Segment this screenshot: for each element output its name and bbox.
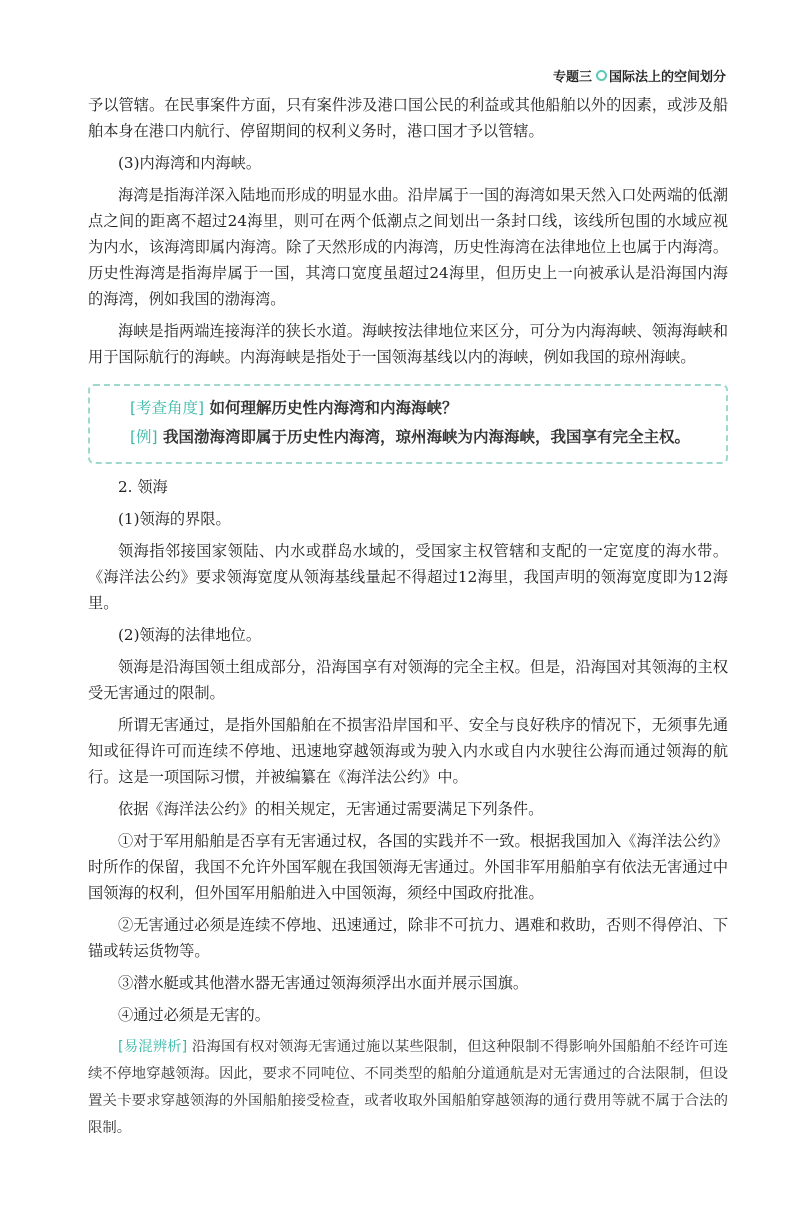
list-item: ④通过必须是无害的。 [118, 1006, 270, 1024]
subheading: (1)领海的界限。 [118, 510, 231, 528]
confusion-note [88, 1034, 728, 1142]
example-tag: [例] [130, 428, 158, 446]
paragraph: 所谓无害通过，是指外国船舶在不损害沿岸国和平、安全与良好秩序的情况下，无须事先通知或征得许可而连续不停地、迅速地穿越领海或为驶入内水或自内水驶往公海而通过领海的航行。这是一项国际习惯，并被编纂在《海洋法公约》中。 [88, 716, 728, 786]
header-topic: 专题三 [552, 70, 592, 85]
confusion-text: 沿海国有权对领海无害通过施以某些限制，但这种限制不得影响外国船舶不经许可连续不停地穿越领海。因此，要求不同吨位、不同类型的船舶分道通航是对无害通过的合法限制，但设置关卡要求穿越领海的外国船舶接受检查，或者收取外国船舶穿越领海的通行费用等就不属于合法的限制。 [88, 1039, 729, 1136]
paragraph: 海湾是指海洋深入陆地而形成的明显水曲。沿岸属于一国的海湾如果天然入口处两端的低潮点之间的距离不超过24海里，则可在两个低潮点之间划出一条封口线，该线所包围的水域应视为内水，该海湾即属内海湾。除了天然形成的内海湾，历史性海湾在法律地位上也属于内海湾。历史性海湾是指海岸属于一国，其湾口宽度虽超过24海里，但历史上一向被承认是沿海国内海的海湾，例如我国的渤海湾。 [88, 186, 728, 308]
section-heading: 2. 领海 [118, 478, 168, 496]
paragraph: 海峡是指两端连接海洋的狭长水道。海峡按法律地位来区分，可分为内海海峡、领海海峡和用于国际航行的海峡。内海海峡是指处于一国领海基线以内的海峡，例如我国的琼州海峡。 [88, 322, 728, 366]
exam-point-box [88, 384, 728, 464]
list-item: ①对于军用船舶是否享有无害通过权，各国的实践并不一致。根据我国加入《海洋法公约》时所作的保留，我国不允许外国军舰在我国领海无害通过。外国非军用船舶享有依法无害通过中国领海的权利，但外国军用船舶进入中国领海，须经中国政府批准。 [88, 832, 728, 902]
list-item: ②无害通过必须是连续不停地、迅速通过，除非不可抗力、遇难和救助，否则不得停泊、下锚或转运货物等。 [88, 916, 728, 960]
circle-icon [596, 70, 607, 81]
exam-angle-tag: [考查角度] [130, 399, 205, 417]
paragraph: 予以管辖。在民事案件方面，只有案件涉及港口国公民的利益或其他船舶以外的因素，或涉及船舶本身在港口内航行、停留期间的权利义务时，港口国才予以管辖。 [88, 96, 728, 140]
page-body [88, 92, 728, 1142]
confusion-tag: [易混辨析] [118, 1039, 188, 1055]
exam-example [100, 423, 716, 452]
header-title: 国际法上的空间划分 [608, 70, 726, 85]
subheading: (2)领海的法律地位。 [118, 626, 262, 644]
running-header [553, 66, 726, 85]
paragraph: 依据《海洋法公约》的相关规定，无害通过需要满足下列条件。 [118, 800, 544, 818]
question-text: 如何理解历史性内海湾和内海海峡？ [209, 399, 458, 417]
exam-question [100, 394, 716, 423]
paragraph: 领海是沿海国领土组成部分，沿海国享有对领海的完全主权。但是，沿海国对其领海的主权受无害通过的限制。 [88, 658, 728, 702]
list-item: ③潜水艇或其他潜水器无害通过领海须浮出水面并展示国旗。 [118, 974, 529, 992]
subheading: (3)内海湾和内海峡。 [118, 154, 262, 172]
example-text: 我国渤海湾即属于历史性内海湾，琼州海峡为内海海峡，我国享有完全主权。 [163, 428, 691, 446]
paragraph: 领海指邻接国家领陆、内水或群岛水域的，受国家主权管辖和支配的一定宽度的海水带。《海洋法公约》要求领海宽度从领海基线量起不得超过12海里，我国声明的领海宽度即为12海里。 [88, 542, 728, 612]
